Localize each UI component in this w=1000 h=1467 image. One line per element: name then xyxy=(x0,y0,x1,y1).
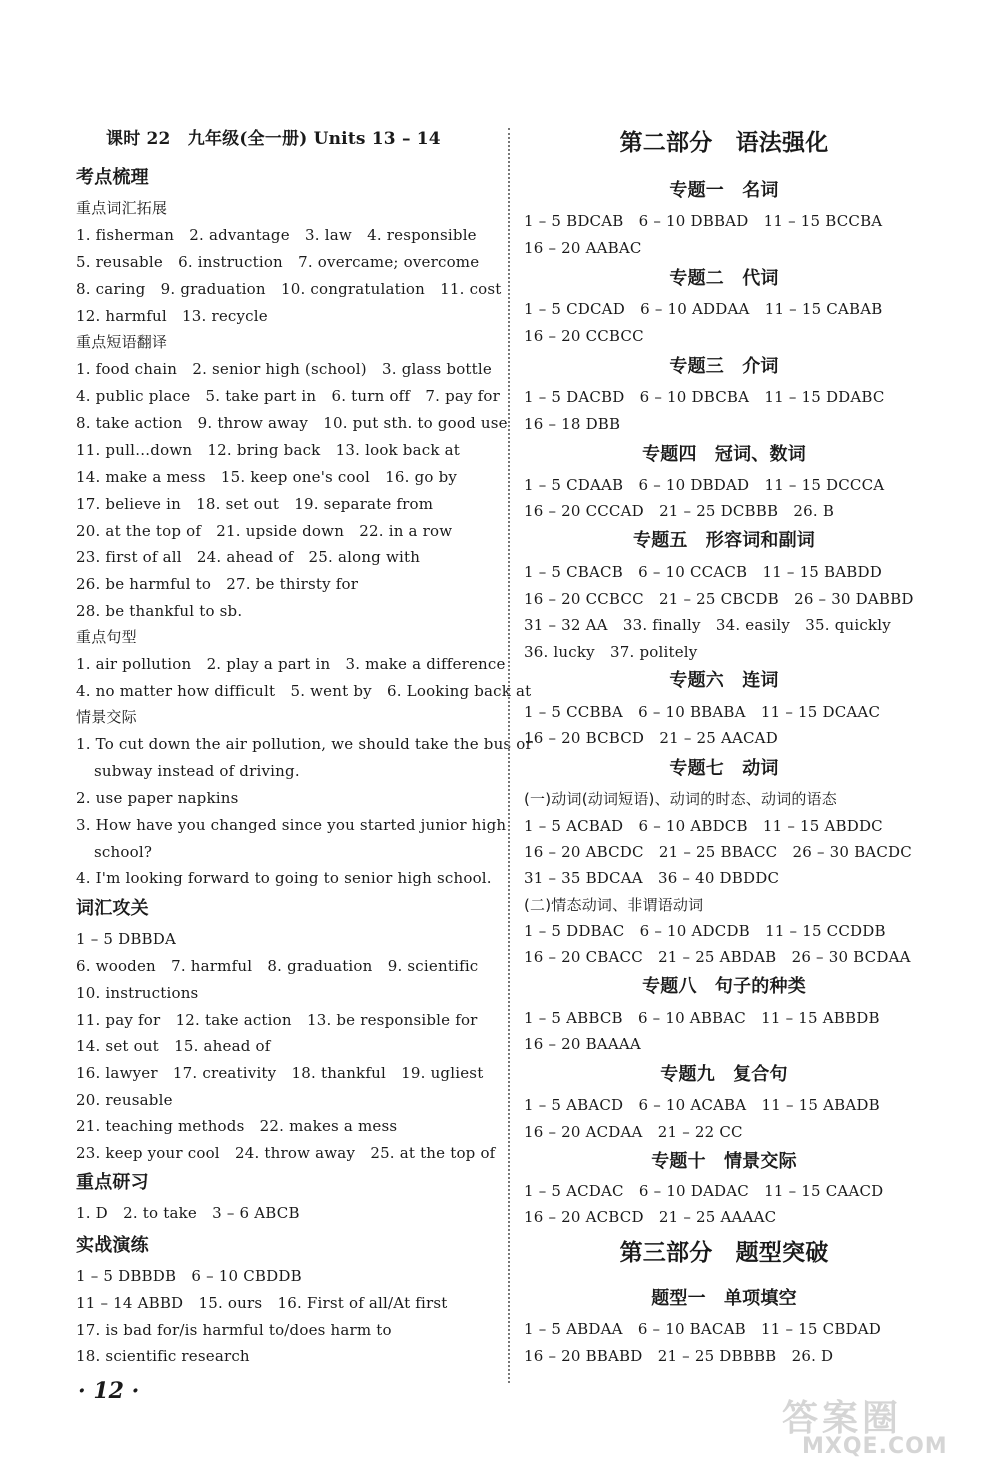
left-answer-line: 4. no matter how difficult 5. went by 6. Looking back at xyxy=(76,682,532,700)
right-answer-line: 1 – 5 ACBAD 6 – 10 ABDCB 11 – 15 ABDDC xyxy=(524,817,883,835)
left-answer-line: 16. lawyer 17. creativity 18. thankful 19. ugliest xyxy=(76,1064,484,1082)
left-answer-line: 14. make a mess 15. keep one's cool 16. go by xyxy=(76,468,458,486)
right-answer-line: 16 – 18 DBB xyxy=(524,415,621,433)
right-topic-heading: 专题九 复合句 xyxy=(660,1064,788,1085)
left-answer-line: 1. To cut down the air pollution, we should take the bus or xyxy=(76,735,533,753)
right-topic-heading: 专题二 代词 xyxy=(669,268,779,289)
left-answer-line: 14. set out 15. ahead of xyxy=(76,1037,271,1055)
left-answer-line: 10. instructions xyxy=(76,984,199,1002)
right-answer-line: 1 – 5 CDCAD 6 – 10 ADDAA 11 – 15 CABAB xyxy=(524,300,883,318)
left-answer-line: 5. reusable 6. instruction 7. overcame; overcome xyxy=(76,253,480,271)
right-topic-heading: 专题七 动词 xyxy=(669,758,779,779)
right-answer-line: 36. lucky 37. politely xyxy=(524,643,698,661)
right-answer-line: 1 – 5 DACBD 6 – 10 DBCBA 11 – 15 DDABC xyxy=(524,388,885,406)
right-answer-line: 16 – 20 AABAC xyxy=(524,239,642,257)
right-topic-heading: 专题三 介词 xyxy=(669,356,779,377)
right-answer-line: 16 – 20 BBABD 21 – 25 DBBBB 26. D xyxy=(524,1347,834,1365)
right-answer-line: 16 – 20 CCBCC xyxy=(524,327,644,345)
left-answer-line: 6. wooden 7. harmful 8. graduation 9. scientific xyxy=(76,957,479,975)
left-answer-line: 20. at the top of 21. upside down 22. in a row xyxy=(76,522,453,540)
left-answer-line: 1. air pollution 2. play a part in 3. make a difference xyxy=(76,655,506,673)
column-divider xyxy=(508,128,510,1383)
left-answer-line: 1. food chain 2. senior high (school) 3. glass bottle xyxy=(76,360,492,378)
right-answer-line: 1 – 5 CBACB 6 – 10 CCACB 11 – 15 BABDD xyxy=(524,563,882,581)
right-topic-heading: 题型一 单项填空 xyxy=(651,1288,797,1309)
left-answer-line-continued: subway instead of driving. xyxy=(94,762,300,780)
left-answer-line: 1. D 2. to take 3 – 6 ABCB xyxy=(76,1204,300,1222)
left-subheading: 重点句型 xyxy=(76,628,137,646)
left-subheading: 重点词汇拓展 xyxy=(76,199,168,217)
left-answer-line: 3. How have you changed since you started junior high xyxy=(76,816,507,834)
left-answer-line: 4. public place 5. take part in 6. turn off 7. pay for xyxy=(76,387,501,405)
watermark-url: MXQE.COM xyxy=(802,1434,948,1459)
right-subheading: (二)情态动词、非谓语动词 xyxy=(524,896,704,914)
left-answer-line: 11. pull…down 12. bring back 13. look back at xyxy=(76,441,460,459)
right-answer-line: 31 – 32 AA 33. finally 34. easily 35. quickly xyxy=(524,616,891,634)
left-answer-line: 2. use paper napkins xyxy=(76,789,239,807)
left-answer-line: 23. first of all 24. ahead of 25. along with xyxy=(76,548,421,566)
left-section-heading: 重点研习 xyxy=(76,1172,149,1193)
right-topic-heading: 专题十 情景交际 xyxy=(651,1151,797,1172)
right-part-heading: 第二部分 语法强化 xyxy=(619,130,829,156)
right-topic-heading: 专题五 形容词和副词 xyxy=(633,530,815,551)
right-answer-line: 1 – 5 ACDAC 6 – 10 DADAC 11 – 15 CAACD xyxy=(524,1182,884,1200)
right-answer-line: 1 – 5 ABDAA 6 – 10 BACAB 11 – 15 CBDAD xyxy=(524,1320,882,1338)
right-topic-heading: 专题八 句子的种类 xyxy=(642,976,806,997)
left-answer-line: 8. take action 9. throw away 10. put sth. to good use xyxy=(76,414,508,432)
right-part-heading: 第三部分 题型突破 xyxy=(619,1240,829,1266)
watermark-text: 答案圈 xyxy=(782,1398,903,1439)
right-answer-line: 1 – 5 ABACD 6 – 10 ACABA 11 – 15 ABADB xyxy=(524,1096,880,1114)
page-number: · 12 · xyxy=(78,1378,140,1404)
left-answer-line: 28. be thankful to sb. xyxy=(76,602,243,620)
left-answer-line: 18. scientific research xyxy=(76,1347,250,1365)
left-answer-line: 12. harmful 13. recycle xyxy=(76,307,268,325)
right-answer-line: 16 – 20 CBACC 21 – 25 ABDAB 26 – 30 BCDAA xyxy=(524,948,911,966)
right-answer-line: 16 – 20 BCBCD 21 – 25 AACAD xyxy=(524,729,778,747)
right-topic-heading: 专题六 连词 xyxy=(669,670,779,691)
left-answer-line: 26. be harmful to 27. be thirsty for xyxy=(76,575,359,593)
watermark-logo xyxy=(782,1390,992,1462)
right-subheading: (一)动词(动词短语)、动词的时态、动词的语态 xyxy=(524,790,838,808)
left-answer-line: 11. pay for 12. take action 13. be responsible for xyxy=(76,1011,478,1029)
right-topic-heading: 专题四 冠词、数词 xyxy=(642,444,806,465)
right-answer-line: 1 – 5 CDAAB 6 – 10 DBDAD 11 – 15 DCCCA xyxy=(524,476,885,494)
right-answer-line: 1 – 5 BDCAB 6 – 10 DBBAD 11 – 15 BCCBA xyxy=(524,212,883,230)
left-section-heading: 考点梳理 xyxy=(76,167,149,188)
left-answer-line: 4. I'm looking forward to going to senior high school. xyxy=(76,869,492,887)
left-answer-line: 8. caring 9. graduation 10. congratulation 11. cost xyxy=(76,280,502,298)
lesson-title: 课时 22 九年级(全一册) Units 13 – 14 xyxy=(106,129,441,149)
right-topic-heading: 专题一 名词 xyxy=(669,180,779,201)
left-answer-line: 1. fisherman 2. advantage 3. law 4. responsible xyxy=(76,226,477,244)
left-section-heading: 词汇攻关 xyxy=(76,898,149,919)
right-answer-line: 16 – 20 CCCAD 21 – 25 DCBBB 26. B xyxy=(524,502,835,520)
left-section-heading: 实战演练 xyxy=(76,1235,149,1256)
right-answer-line: 31 – 35 BDCAA 36 – 40 DBDDC xyxy=(524,869,780,887)
right-answer-line: 1 – 5 CCBBA 6 – 10 BBABA 11 – 15 DCAAC xyxy=(524,703,881,721)
left-answer-line: 23. keep your cool 24. throw away 25. at the top of xyxy=(76,1144,496,1162)
left-subheading: 情景交际 xyxy=(76,708,137,726)
right-answer-line: 16 – 20 ABCDC 21 – 25 BBACC 26 – 30 BACDC xyxy=(524,843,912,861)
left-answer-line: 1 – 5 DBBDB 6 – 10 CBDDB xyxy=(76,1267,302,1285)
right-answer-line: 16 – 20 CCBCC 21 – 25 CBCDB 26 – 30 DABBD xyxy=(524,590,914,608)
left-answer-line: 21. teaching methods 22. makes a mess xyxy=(76,1117,398,1135)
right-answer-line: 16 – 20 ACBCD 21 – 25 AAAAC xyxy=(524,1208,777,1226)
right-answer-line: 16 – 20 ACDAA 21 – 22 CC xyxy=(524,1123,743,1141)
left-answer-line: 1 – 5 DBBDA xyxy=(76,930,177,948)
left-answer-line: 17. is bad for/is harmful to/does harm to xyxy=(76,1321,392,1339)
left-answer-line-continued: school? xyxy=(94,843,153,861)
right-answer-line: 1 – 5 ABBCB 6 – 10 ABBAC 11 – 15 ABBDB xyxy=(524,1009,880,1027)
left-answer-line: 20. reusable xyxy=(76,1091,173,1109)
left-answer-line: 11 – 14 ABBD 15. ours 16. First of all/At first xyxy=(76,1294,448,1312)
right-answer-line: 16 – 20 BAAAA xyxy=(524,1035,641,1053)
right-answer-line: 1 – 5 DDBAC 6 – 10 ADCDB 11 – 15 CCDDB xyxy=(524,922,886,940)
left-subheading: 重点短语翻译 xyxy=(76,333,168,351)
left-answer-line: 17. believe in 18. set out 19. separate from xyxy=(76,495,434,513)
